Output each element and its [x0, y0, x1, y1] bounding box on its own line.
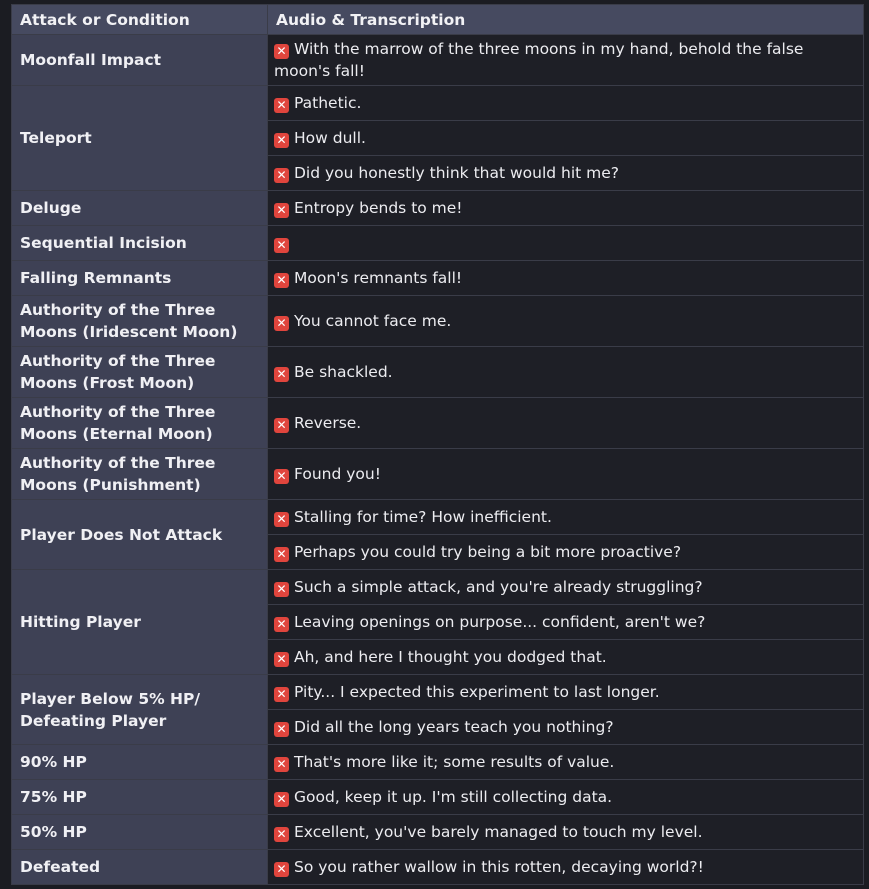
table-row [12, 449, 864, 500]
transcription-text: Ah, and here I thought you dodged that. [294, 648, 607, 666]
transcription-cell [268, 605, 864, 640]
table-row [12, 780, 864, 815]
transcription-cell [268, 745, 864, 780]
voice-lines-table [11, 4, 864, 885]
header-audio-transcription: Audio & Transcription [268, 5, 864, 35]
table-row [12, 815, 864, 850]
x-mark-icon[interactable]: ✕ [274, 469, 289, 484]
transcription-text: Moon's remnants fall! [294, 269, 463, 287]
x-mark-icon[interactable]: ✕ [274, 827, 289, 842]
attack-name-cell: Defeated [12, 850, 268, 885]
transcription-text: Pathetic. [294, 94, 362, 112]
transcription-cell [268, 449, 864, 500]
transcription-text: Leaving openings on purpose... confident, aren't we? [294, 613, 706, 631]
voice-lines-table-container [11, 4, 864, 885]
attack-name-cell: Authority of the Three Moons (Eternal Moon) [12, 398, 268, 449]
transcription-cell [268, 710, 864, 745]
transcription-cell [268, 86, 864, 121]
x-mark-icon[interactable]: ✕ [274, 203, 289, 218]
x-mark-icon[interactable]: ✕ [274, 98, 289, 113]
transcription-text: Perhaps you could try being a bit more proactive? [294, 543, 682, 561]
transcription-text: Reverse. [294, 414, 362, 432]
transcription-text: Entropy bends to me! [294, 199, 463, 217]
transcription-cell [268, 675, 864, 710]
x-mark-icon[interactable]: ✕ [274, 238, 289, 253]
x-mark-icon[interactable]: ✕ [274, 582, 289, 597]
attack-name-cell: Authority of the Three Moons (Frost Moon) [12, 347, 268, 398]
transcription-cell [268, 640, 864, 675]
table-row [12, 570, 864, 605]
table-row [12, 347, 864, 398]
x-mark-icon[interactable]: ✕ [274, 652, 289, 667]
x-mark-icon[interactable]: ✕ [274, 617, 289, 632]
transcription-text: Did all the long years teach you nothing? [294, 718, 614, 736]
transcription-text: Stalling for time? How inefficient. [294, 508, 552, 526]
attack-name-cell: Moonfall Impact [12, 35, 268, 86]
table-row [12, 500, 864, 535]
table-body [12, 35, 864, 885]
transcription-cell [268, 570, 864, 605]
transcription-cell [268, 815, 864, 850]
transcription-text: You cannot face me. [294, 312, 452, 330]
attack-name-cell: 75% HP [12, 780, 268, 815]
attack-name-cell: Player Below 5% HP/ Defeating Player [12, 675, 268, 745]
x-mark-icon[interactable]: ✕ [274, 722, 289, 737]
table-row [12, 296, 864, 347]
transcription-text: Found you! [294, 465, 381, 483]
table-row [12, 35, 864, 86]
transcription-cell [268, 500, 864, 535]
transcription-text: Such a simple attack, and you're already struggling? [294, 578, 703, 596]
header-attack-or-condition: Attack or Condition [12, 5, 268, 35]
transcription-cell [268, 850, 864, 885]
attack-name-cell: Deluge [12, 191, 268, 226]
x-mark-icon[interactable]: ✕ [274, 418, 289, 433]
table-row [12, 745, 864, 780]
attack-name-cell: 90% HP [12, 745, 268, 780]
transcription-cell [268, 261, 864, 296]
transcription-cell [268, 296, 864, 347]
transcription-cell [268, 780, 864, 815]
x-mark-icon[interactable]: ✕ [274, 44, 289, 59]
transcription-cell [268, 226, 864, 261]
transcription-text: That's more like it; some results of value. [294, 753, 615, 771]
attack-name-cell: Authority of the Three Moons (Iridescent Moon) [12, 296, 268, 347]
transcription-cell [268, 121, 864, 156]
attack-name-cell: Teleport [12, 86, 268, 191]
x-mark-icon[interactable]: ✕ [274, 547, 289, 562]
transcription-text: Excellent, you've barely managed to touch my level. [294, 823, 703, 841]
attack-name-cell: Falling Remnants [12, 261, 268, 296]
transcription-text: Pity... I expected this experiment to last longer. [294, 683, 660, 701]
x-mark-icon[interactable]: ✕ [274, 792, 289, 807]
table-row [12, 261, 864, 296]
transcription-text: Good, keep it up. I'm still collecting data. [294, 788, 613, 806]
table-row [12, 191, 864, 226]
transcription-cell [268, 191, 864, 226]
transcription-text: Be shackled. [294, 363, 393, 381]
attack-name-cell: Authority of the Three Moons (Punishment) [12, 449, 268, 500]
table-row [12, 675, 864, 710]
x-mark-icon[interactable]: ✕ [274, 316, 289, 331]
attack-name-cell: Sequential Incision [12, 226, 268, 261]
x-mark-icon[interactable]: ✕ [274, 133, 289, 148]
transcription-cell [268, 156, 864, 191]
table-row [12, 850, 864, 885]
transcription-text: So you rather wallow in this rotten, decaying world?! [294, 858, 704, 876]
attack-name-cell: Hitting Player [12, 570, 268, 675]
x-mark-icon[interactable]: ✕ [274, 687, 289, 702]
table-row [12, 398, 864, 449]
transcription-text: Did you honestly think that would hit me? [294, 164, 620, 182]
attack-name-cell: 50% HP [12, 815, 268, 850]
x-mark-icon[interactable]: ✕ [274, 367, 289, 382]
transcription-cell [268, 398, 864, 449]
transcription-cell [268, 535, 864, 570]
attack-name-cell: Player Does Not Attack [12, 500, 268, 570]
x-mark-icon[interactable]: ✕ [274, 862, 289, 877]
table-row [12, 86, 864, 121]
x-mark-icon[interactable]: ✕ [274, 273, 289, 288]
transcription-cell [268, 35, 864, 86]
transcription-text: With the marrow of the three moons in my hand, behold the false moon's fall! [274, 40, 804, 80]
x-mark-icon[interactable]: ✕ [274, 168, 289, 183]
header-row [12, 5, 864, 35]
table-row [12, 226, 864, 261]
transcription-cell [268, 347, 864, 398]
x-mark-icon[interactable]: ✕ [274, 512, 289, 527]
transcription-text: How dull. [294, 129, 366, 147]
x-mark-icon[interactable]: ✕ [274, 757, 289, 772]
